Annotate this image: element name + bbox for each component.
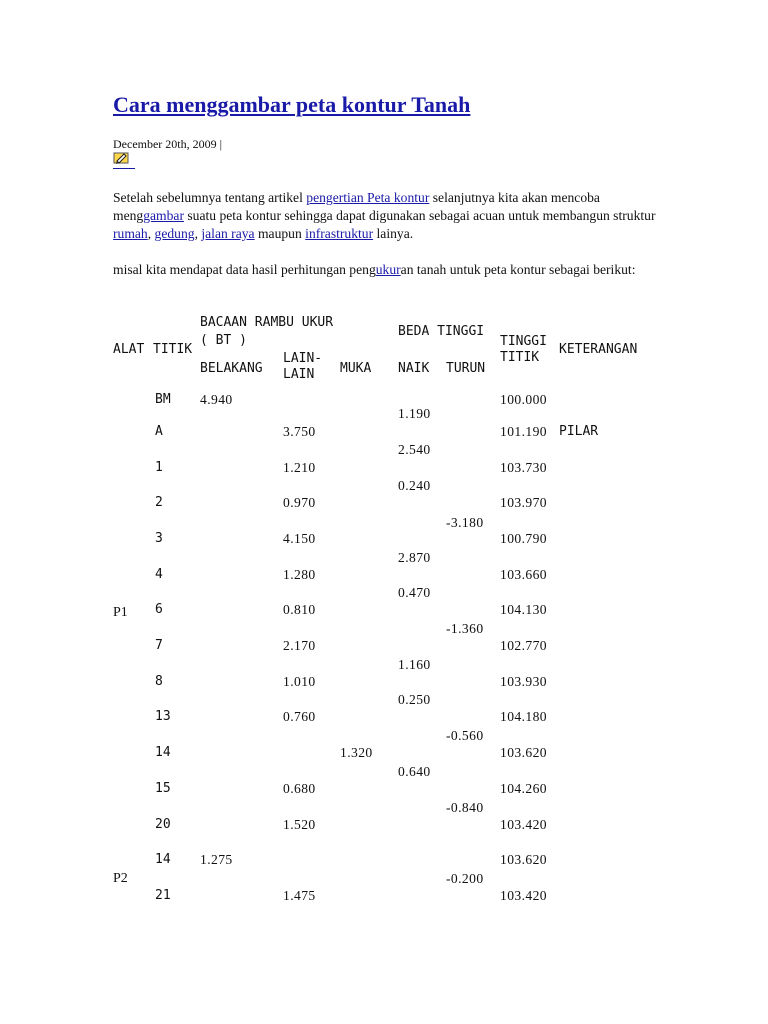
header-naik: NAIK	[398, 361, 430, 376]
edit-post-link[interactable]	[113, 152, 135, 169]
cell-titik: 13	[155, 709, 171, 724]
cell-tinggi: 103.620	[500, 852, 547, 867]
intro-paragraph: Setelah sebelumnya tentang artikel pengertian Peta kontur selanjutnya kita akan mencoba menggambar suatu peta kontur sehingga dapat digunakan sebagai acuan untuk membangun struktur rumah, gedung, jalan raya maupun infrastruktur lainya.	[113, 190, 656, 241]
cell-titik: 2	[155, 495, 163, 510]
cell-beda-turun: -0.560	[446, 728, 484, 743]
cell-titik: 14	[155, 852, 171, 867]
cell-tinggi: 104.180	[500, 709, 547, 724]
cell-beda-naik: 2.870	[398, 550, 431, 565]
cell-lain: 1.010	[283, 674, 316, 689]
header-beda-tinggi: BEDA TINGGI	[398, 324, 485, 339]
edit-pencil-icon	[113, 152, 131, 166]
cell-beda-turun: -0.840	[446, 800, 484, 815]
link-jalan-raya[interactable]: jalan raya	[201, 226, 255, 241]
cell-ket: PILAR	[559, 424, 599, 439]
cell-titik: 4	[155, 567, 163, 582]
header-titik: TITIK	[153, 342, 193, 357]
cell-beda-naik: 0.250	[398, 692, 431, 707]
cell-titik: BM	[155, 392, 171, 407]
cell-beda-naik: 2.540	[398, 442, 431, 457]
cell-lain: 0.760	[283, 709, 316, 724]
cell-tinggi: 101.190	[500, 424, 547, 439]
cell-muka: 1.320	[340, 745, 373, 760]
cell-titik: 3	[155, 531, 163, 546]
cell-titik: 20	[155, 817, 171, 832]
cell-titik: 6	[155, 602, 163, 617]
alat-group-p2: P2	[113, 871, 128, 886]
cell-beda-turun: -3.180	[446, 515, 484, 530]
cell-tinggi: 103.970	[500, 495, 547, 510]
header-lain-2: LAIN	[283, 367, 315, 382]
cell-lain: 0.970	[283, 495, 316, 510]
header-keterangan: KETERANGAN	[559, 342, 638, 357]
cell-belakang: 1.275	[200, 852, 233, 867]
link-rumah[interactable]: rumah	[113, 226, 148, 241]
cell-tinggi: 103.420	[500, 817, 547, 832]
cell-tinggi: 104.130	[500, 602, 547, 617]
cell-titik: 7	[155, 638, 163, 653]
cell-lain: 3.750	[283, 424, 316, 439]
link-pengertian-peta-kontur[interactable]: pengertian Peta kontur	[306, 190, 430, 205]
cell-lain: 2.170	[283, 638, 316, 653]
cell-beda-naik: 1.160	[398, 657, 431, 672]
cell-tinggi: 100.000	[500, 392, 547, 407]
cell-lain: 1.210	[283, 460, 316, 475]
link-gambar[interactable]: gambar	[143, 208, 184, 223]
cell-tinggi: 102.770	[500, 638, 547, 653]
cell-tinggi: 103.730	[500, 460, 547, 475]
header-muka: MUKA	[340, 361, 372, 376]
link-ukur[interactable]: ukur	[375, 262, 401, 277]
link-gedung[interactable]: gedung	[154, 226, 195, 241]
cell-tinggi: 103.930	[500, 674, 547, 689]
cell-beda-naik: 0.470	[398, 585, 431, 600]
cell-lain: 4.150	[283, 531, 316, 546]
cell-lain: 1.520	[283, 817, 316, 832]
cell-titik: 8	[155, 674, 163, 689]
data-intro-paragraph: misal kita mendapat data hasil perhitungan pengukuran tanah untuk peta kontur sebagai berikut:	[113, 262, 636, 277]
header-titik-2: TITIK	[500, 350, 540, 365]
header-belakang: BELAKANG	[200, 361, 263, 376]
cell-beda-turun: -1.360	[446, 621, 484, 636]
cell-tinggi: 100.790	[500, 531, 547, 546]
article-title-link[interactable]: Cara menggambar peta kontur Tanah	[113, 92, 471, 117]
cell-titik: 21	[155, 888, 171, 903]
header-tinggi: TINGGI	[500, 334, 547, 349]
header-alat: ALAT	[113, 342, 145, 357]
cell-tinggi: 103.660	[500, 567, 547, 582]
header-bt: ( BT )	[200, 333, 247, 348]
cell-tinggi: 103.620	[500, 745, 547, 760]
cell-beda-turun: -0.200	[446, 871, 484, 886]
cell-tinggi: 104.260	[500, 781, 547, 796]
alat-group-p1: P1	[113, 605, 128, 620]
post-date: December 20th, 2009 |	[113, 137, 223, 151]
header-bacaan-rambu-ukur: BACAAN RAMBU UKUR	[200, 315, 334, 330]
cell-lain: 0.680	[283, 781, 316, 796]
cell-tinggi: 103.420	[500, 888, 547, 903]
cell-beda-naik: 0.240	[398, 478, 431, 493]
cell-titik: 15	[155, 781, 171, 796]
link-infrastruktur[interactable]: infrastruktur	[305, 226, 374, 241]
cell-beda-naik: 1.190	[398, 406, 431, 421]
cell-lain: 0.810	[283, 602, 316, 617]
cell-lain: 1.280	[283, 567, 316, 582]
cell-belakang: 4.940	[200, 392, 233, 407]
cell-titik: 1	[155, 460, 163, 475]
cell-lain: 1.475	[283, 888, 316, 903]
cell-titik: 14	[155, 745, 171, 760]
cell-titik: A	[155, 424, 163, 439]
cell-beda-naik: 0.640	[398, 764, 431, 779]
header-turun: TURUN	[446, 361, 486, 376]
header-lain: LAIN-	[283, 351, 323, 366]
